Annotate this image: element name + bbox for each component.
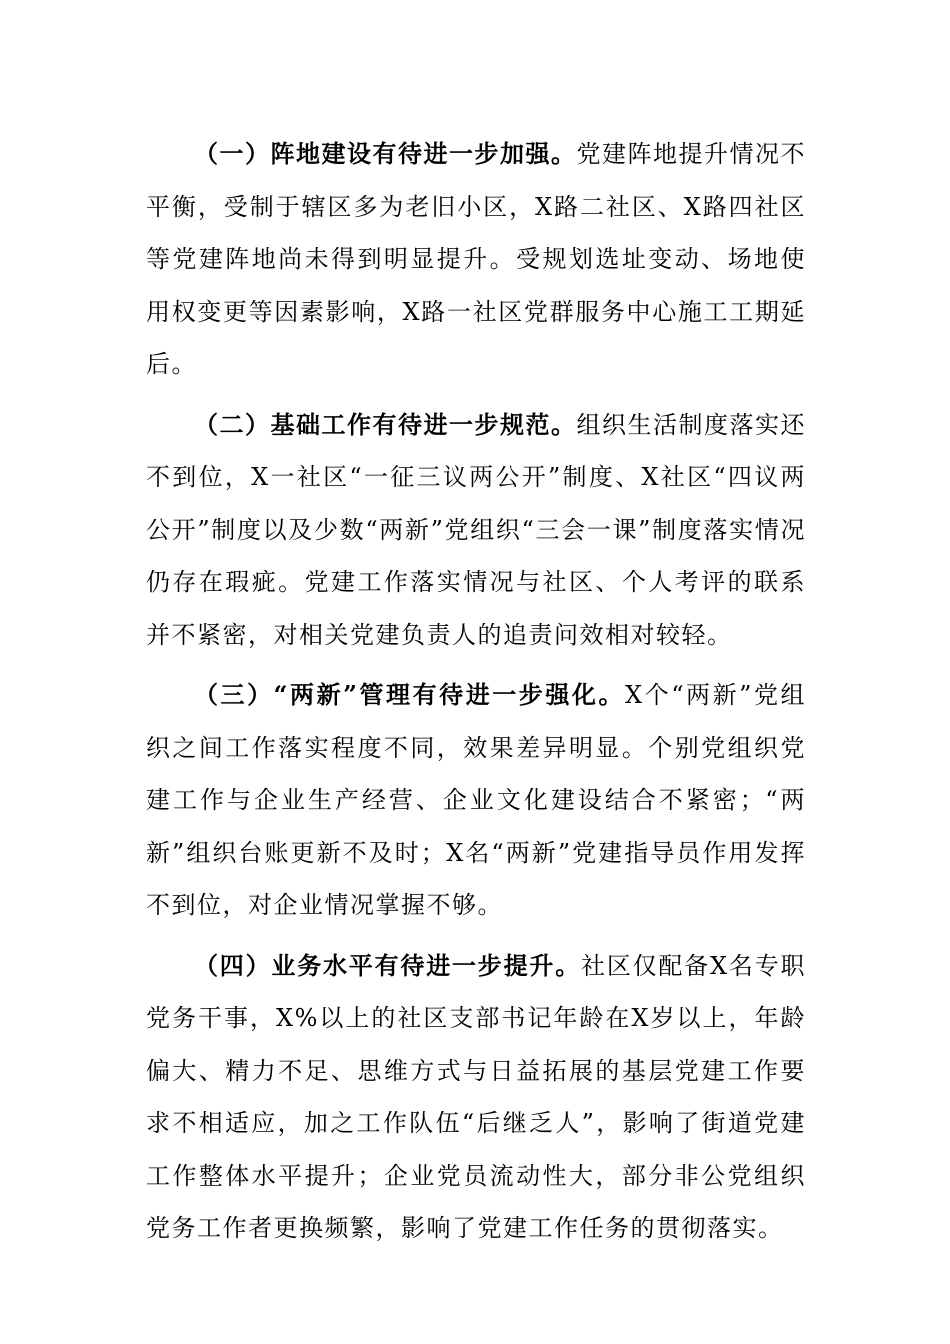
paragraph-body: X个“两新”党组织之间工作落实程度不同，效果差异明显。个别党组织党建工作与企业生产经营、企业文化建设结合不紧密；“两新”组织台账更新不及时；X名“两新”党建指导员作用发挥不到位，对企业情况掌握不够。 — [146, 681, 807, 919]
paragraph-body: 党建阵地提升情况不平衡，受制于辖区多为老旧小区，X路二社区、X路四社区等党建阵地尚未得到明显提升。受规划选址变动、场地使用权变更等因素影响，X路一社区党群服务中心施工工期延后。 — [146, 140, 806, 378]
paragraph-1 — [146, 128, 806, 391]
document-page — [146, 128, 806, 1263]
paragraph-heading: （二）基础工作有待进一步规范。 — [194, 409, 577, 439]
paragraph-4 — [146, 940, 806, 1255]
paragraph-body: 组织生活制度落实还不到位，X一社区“一征三议两公开”制度、X社区“四议两公开”制度以及少数“两新”党组织“三会一课”制度落实情况仍存在瑕疵。党建工作落实情况与社区、个人考评的联系并不紧密，对相关党建负责人的追责问效相对较轻。 — [146, 410, 806, 649]
paragraph-heading: （一）阵地建设有待进一步加强。 — [194, 139, 577, 168]
paragraph-heading: （三）“两新”管理有待进一步强化。 — [194, 680, 626, 709]
paragraph-2 — [146, 399, 806, 662]
paragraph-heading: （四）业务水平有待进一步提升。 — [194, 950, 582, 980]
paragraph-body: 社区仅配备X名专职党务干事，X%以上的社区支部书记年龄在X岁以上，年龄偏大、精力不足、思维方式与日益拓展的基层党建工作要求不相适应，加之工作队伍“后继乏人”，影响了街道党建工作整体水平提升；企业党员流动性大，部分非公党组织党务工作者更换频繁，影响了党建工作任务的贯彻落实。 — [146, 951, 807, 1242]
paragraph-3 — [146, 669, 806, 932]
